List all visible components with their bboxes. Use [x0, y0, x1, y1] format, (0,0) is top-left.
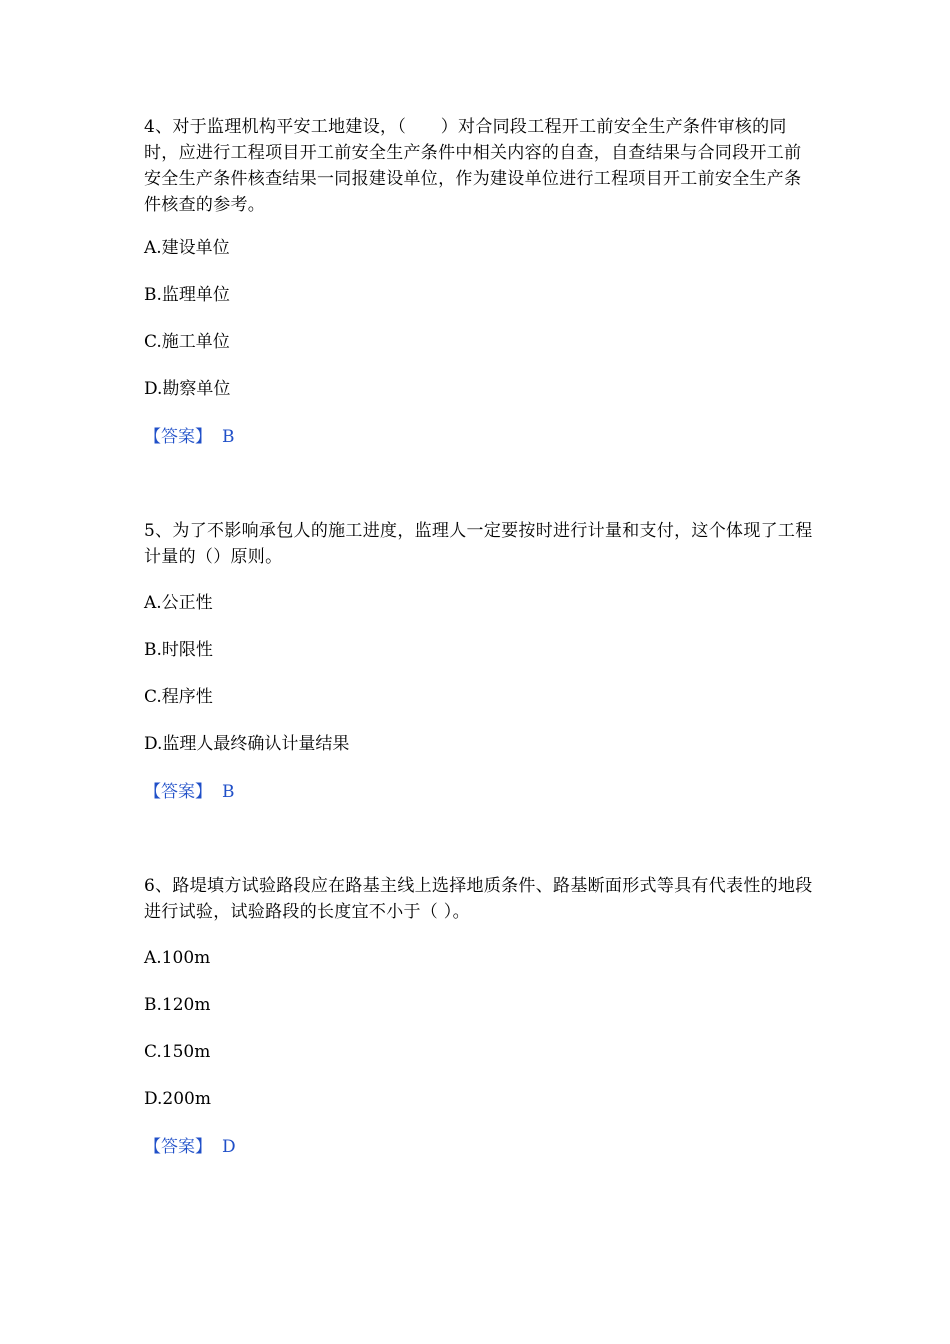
- option-a: A.建设单位: [144, 238, 230, 258]
- answer-value: D: [222, 1137, 236, 1157]
- question-4: [144, 114, 814, 447]
- question-stem: 4、对于监理机构平安工地建设，（ ）对合同段工程开工前安全生产条件审核的同时，应进行工程项目开工前安全生产条件中相关内容的自查，自查结果与合同段开工前安全生产条件核查结果一同报建设单位，作为建设单位进行工程项目开工前安全生产条件核查的参考。: [144, 117, 802, 215]
- question-stem: 5、为了不影响承包人的施工进度，监理人一定要按时进行计量和支付，这个体现了工程计量的（）原则。: [144, 521, 813, 567]
- option-d: D.200m: [144, 1089, 211, 1109]
- option-c: C.施工单位: [144, 332, 230, 352]
- answer-label: 【答案】: [144, 782, 212, 802]
- answer-label: 【答案】: [144, 427, 212, 447]
- question-stem: 6、路堤填方试验路段应在路基主线上选择地质条件、路基断面形式等具有代表性的地段进行试验，试验路段的长度宜不小于（ ）。: [144, 876, 813, 922]
- answer-line: [144, 424, 235, 450]
- option-c: C.程序性: [144, 687, 213, 707]
- option-d: D.勘察单位: [144, 379, 231, 399]
- question-6: [144, 873, 814, 1157]
- option-b: B.时限性: [144, 640, 213, 660]
- option-b: B.监理单位: [144, 285, 230, 305]
- question-5: [144, 518, 814, 802]
- answer-label: 【答案】: [144, 1137, 212, 1157]
- option-a: A.公正性: [144, 593, 213, 613]
- option-a: A.100m: [144, 948, 211, 968]
- answer-value: B: [222, 782, 235, 802]
- answer-value: B: [222, 427, 235, 447]
- answer-line: [144, 1134, 236, 1160]
- option-b: B.120m: [144, 995, 211, 1015]
- answer-line: [144, 779, 235, 805]
- option-c: C.150m: [144, 1042, 211, 1062]
- option-d: D.监理人最终确认计量结果: [144, 734, 350, 754]
